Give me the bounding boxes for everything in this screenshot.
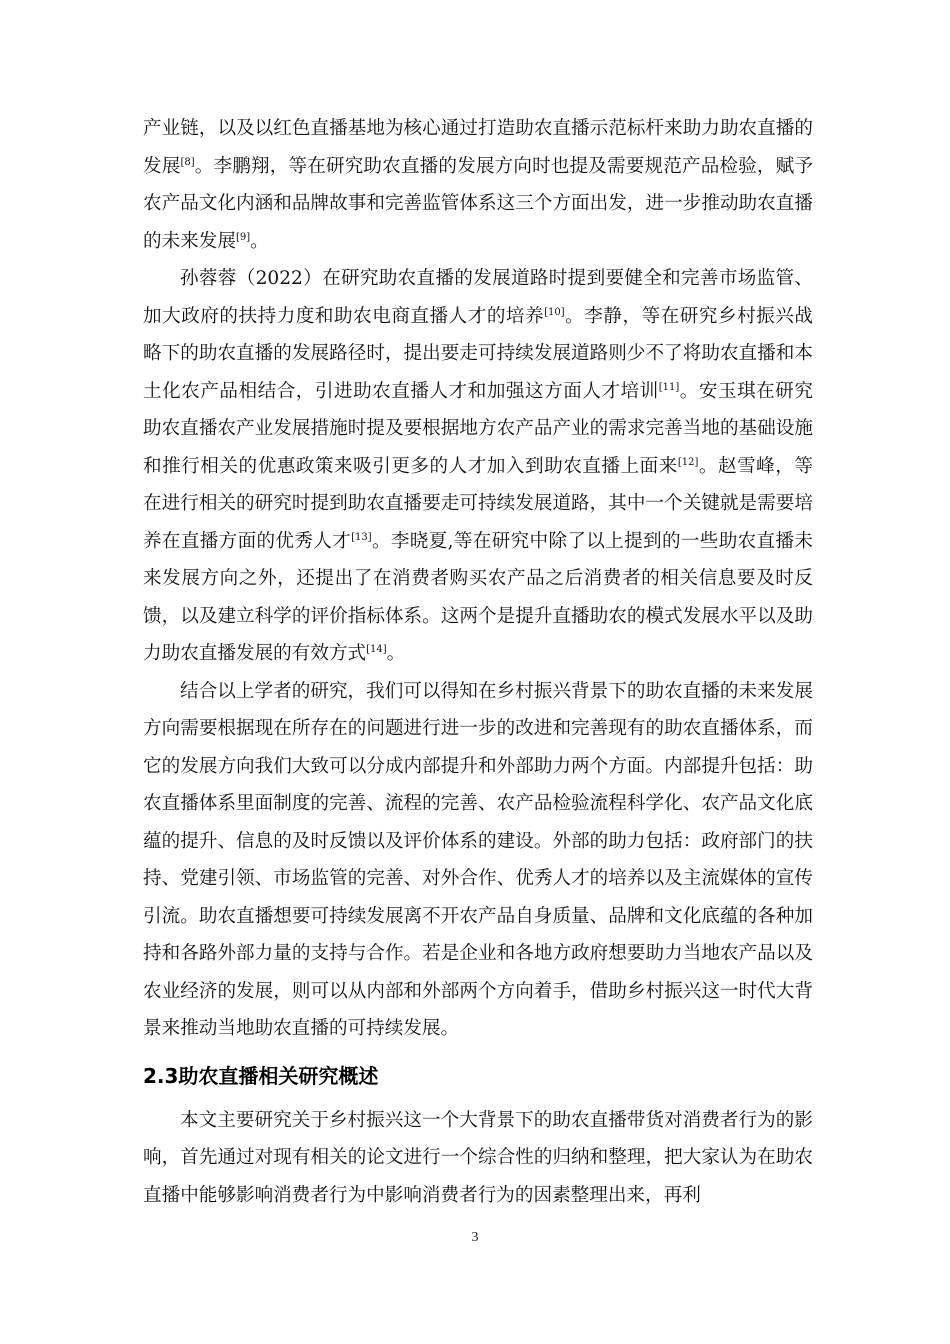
paragraph-text: 。安玉琪在研究助农直播农产业发展措施时提及要根据地方农产品产业的需求完善当地的基础设施和推行相关的优惠政策来吸引更多的人才加入到助农直播上面来	[143, 380, 813, 477]
paragraph-text: 结合以上学者的研究，我们可以得知在乡村振兴背景下的助农直播的未来发展方向需要根据现在所存在的问题进行进一步的改进和完善现有的助农直播体系，而它的发展方向我们大致可以分成内部提升和外部助力两个方面。内部提升包括：助农直播体系里面制度的完善、流程的完善、农产品检验流程科学化、农产品文化底蕴的提升、信息的及时反馈以及评价体系的建设。外部的助力包括：政府部门的扶持、党建引领、市场监管的完善、对外合作、优秀人才的培养以及主流媒体的宣传引流。助农直播想要可持续发展离不开农产品自身质量、品牌和文化底蕴的各种加持和各路外部力量的支持与合作。若是企业和各地方政府想要助力当地农产品以及农业经济的发展，则可以从内部和外部两个方向着手，借助乡村振兴这一时代大背景来推动当地助农直播的可持续发展。	[143, 680, 813, 1039]
paragraph-text: 。赵雪峰，等在进行相关的研究时提到助农直播要走可持续发展道路，其中一个关键就是需要培养在直播方面的优秀人才	[143, 455, 813, 552]
citation-ref: [14]	[366, 644, 387, 655]
paragraph	[143, 260, 813, 673]
page-number: 3	[471, 1230, 479, 1245]
page-content	[143, 110, 813, 1214]
citation-ref: [8]	[180, 156, 195, 168]
body-paragraphs	[143, 110, 813, 1048]
paragraph	[143, 673, 813, 1048]
citation-ref: [11]	[658, 381, 680, 393]
paragraph-text: 孙蓉蓉（2022）在研究助农直播的发展道路时提到要健全和完善市场监管、加大政府的扶持力度和助农电商直播人才的培养	[143, 268, 813, 327]
citation-ref: [9]	[235, 231, 251, 243]
paragraph-text: 。	[250, 230, 269, 252]
paragraph-text: 。李静，等在研究乡村振兴战略下的助农直播的发展路径时，提出要走可持续发展道路则少不了将助农直播和本土化农产品相结合，引进助农直播人才和加强这方面人才培训	[143, 305, 813, 402]
paragraph-text: 。李鹏翔，等在研究助农直播的发展方向时也提及需要规范产品检验，赋予农产品文化内涵和品牌故事和完善监管体系这三个方面出发，进一步推动助农直播的未来发展	[143, 155, 813, 252]
paragraph-text: 产业链，以及以红色直播基地为核心通过打造助农直播示范标杆来助力助农直播的发展	[143, 118, 813, 177]
citation-ref: [10]	[544, 306, 565, 318]
section-heading: 2.3助农直播相关研究概述	[143, 1063, 379, 1088]
paragraph	[143, 1102, 813, 1215]
citation-ref: [13]	[351, 531, 372, 543]
paragraph-text: 。李晓夏,等在研究中除了以上提到的一些助农直播未来发展方向之外，还提出了在消费者购买农产品之后消费者的相关信息要及时反馈，以及建立科学的评价指标体系。这两个是提升直播助农的模式发展水平以及助力助农直播发展的有效方式	[143, 530, 813, 664]
citation-ref: [12]	[677, 456, 699, 468]
paragraph-text: 。	[386, 643, 406, 664]
section-paragraphs	[143, 1102, 813, 1215]
paragraph-text: 本文主要研究关于乡村振兴这一个大背景下的助农直播带货对消费者行为的影响，首先通过对现有相关的论文进行一个综合性的归纳和整理，把大家认为在助农直播中能够影响消费者行为中影响消费者行为的因素整理出来，再利	[143, 1109, 813, 1206]
paragraph	[143, 110, 813, 260]
